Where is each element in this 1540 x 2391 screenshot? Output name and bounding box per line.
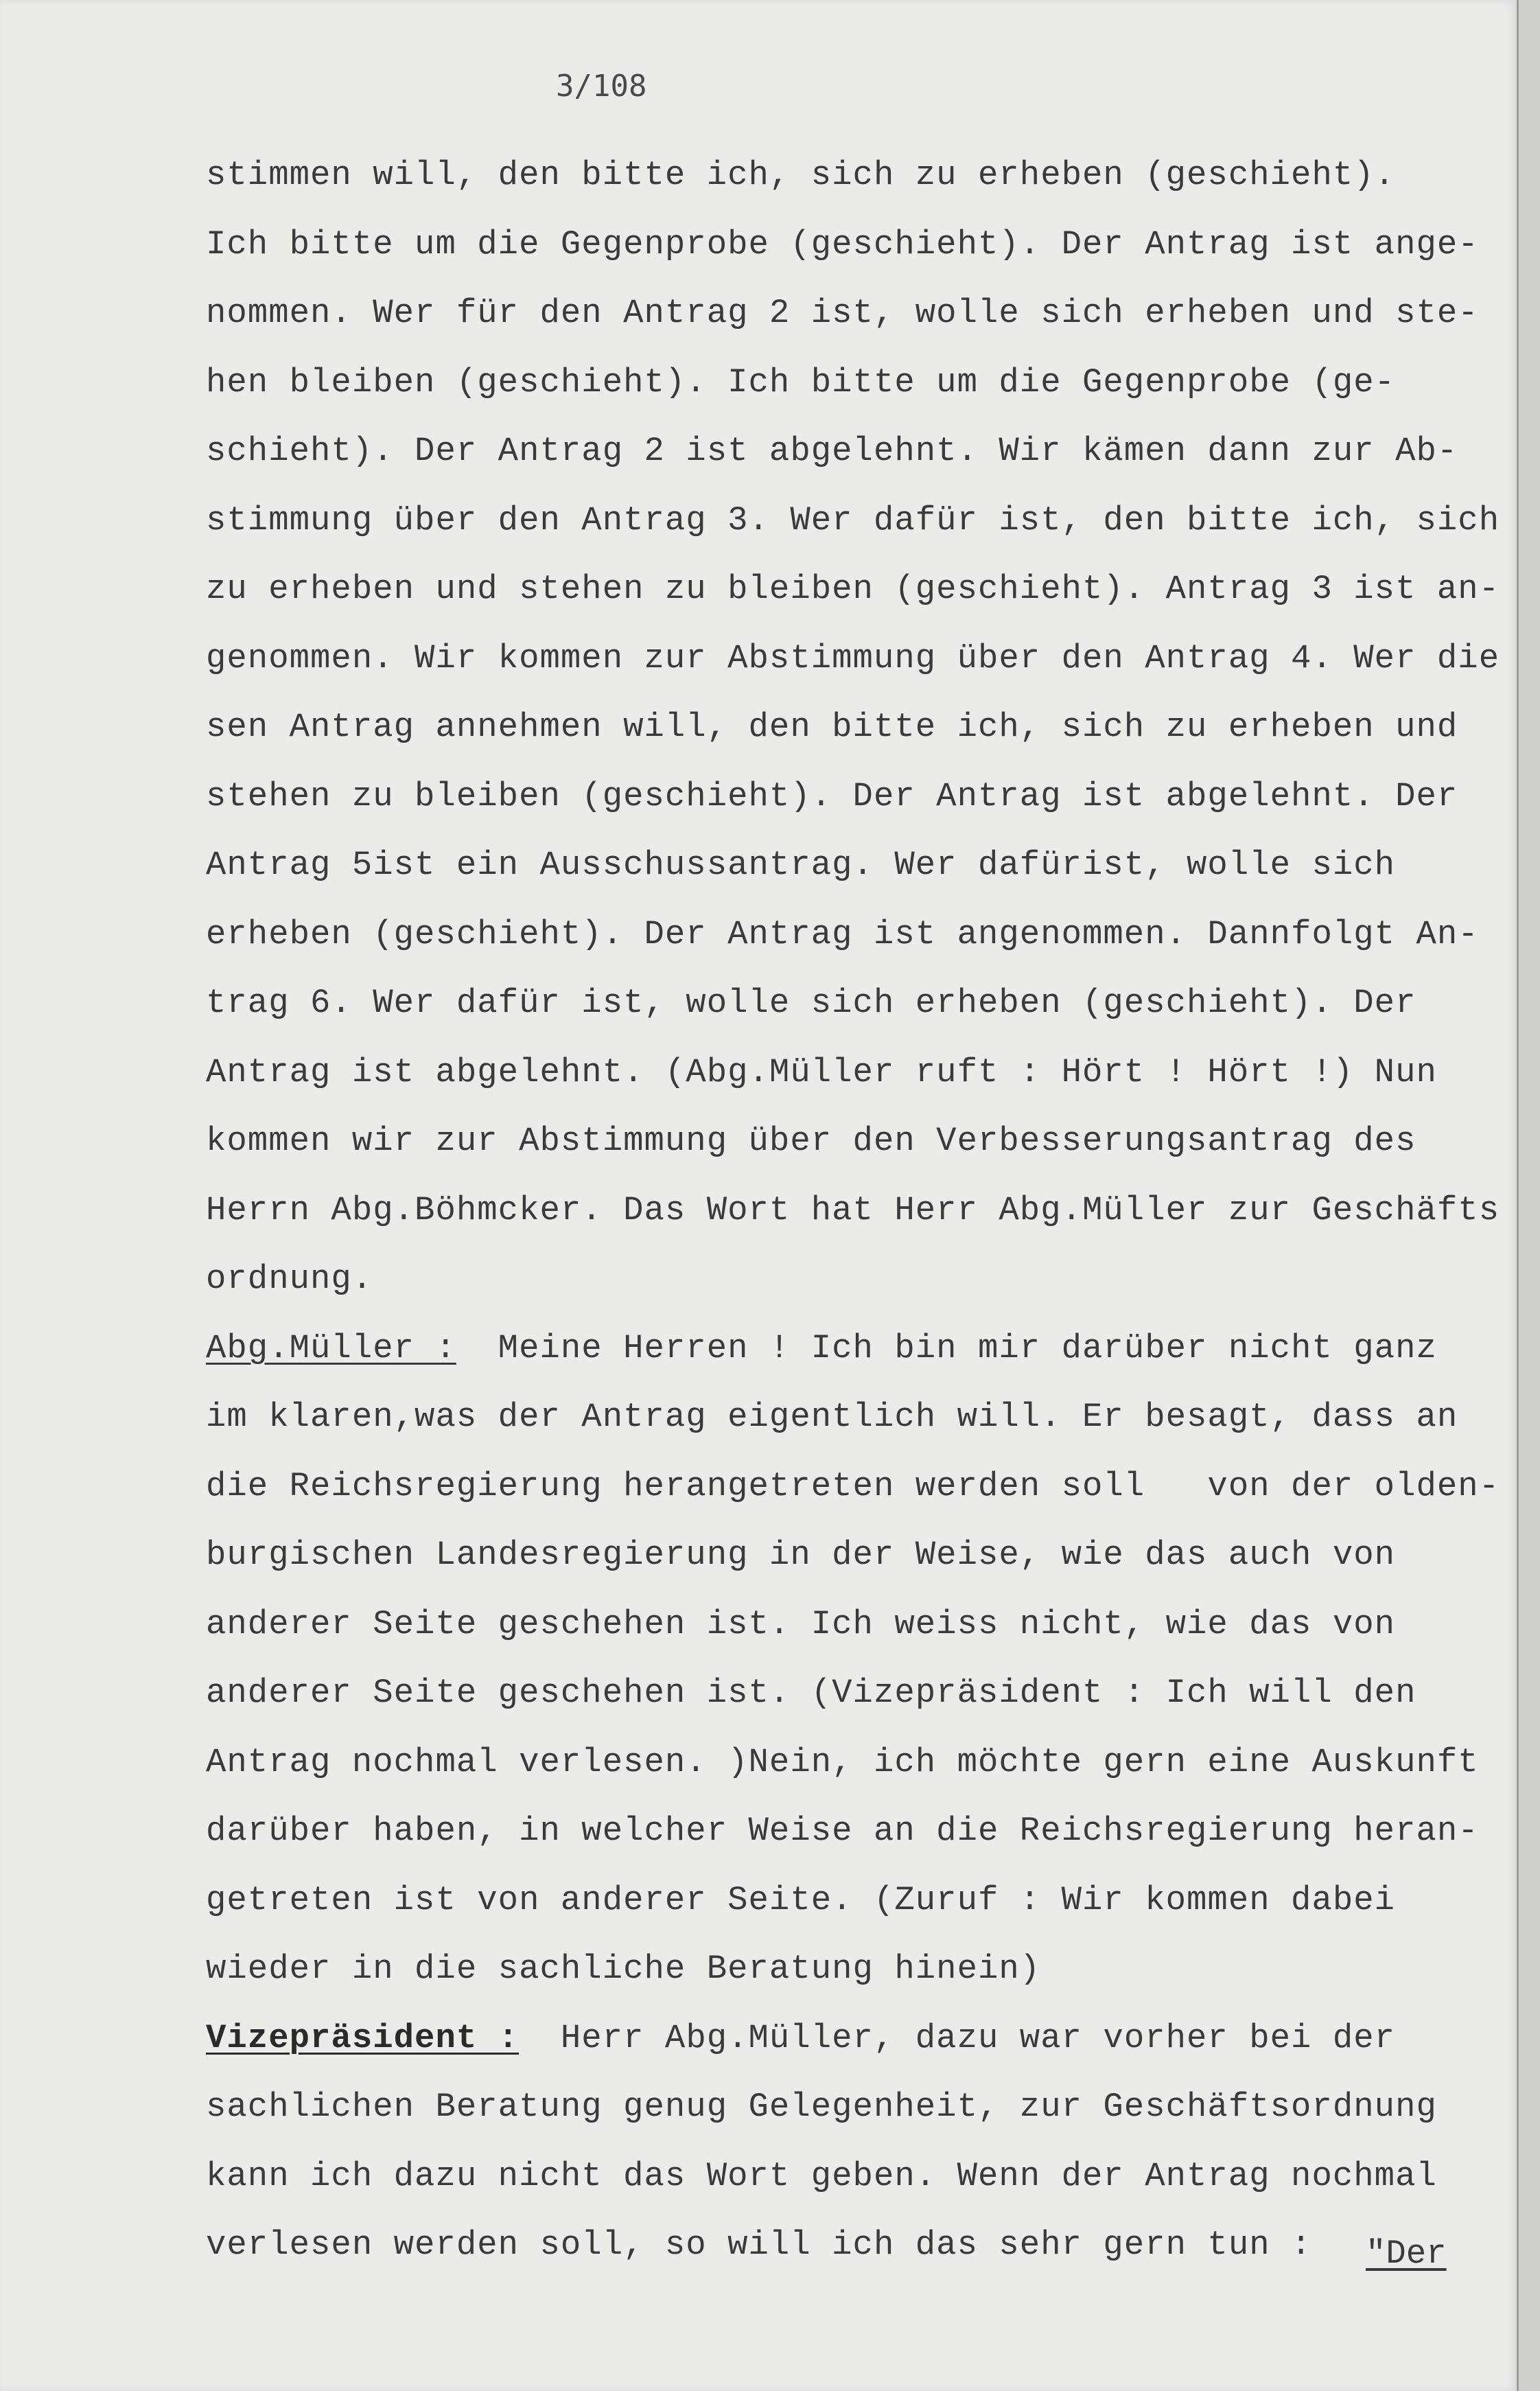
- text-line: Antrag ist abgelehnt. (Abg.Müller ruft : Hört ! Hört !) Nun: [206, 1052, 1437, 1091]
- text-line: burgischen Landesregierung in der Weise, wie das auch von: [206, 1536, 1396, 1574]
- text-line: Antrag nochmal verlesen. )Nein, ich möchte gern eine Auskunft: [206, 1742, 1479, 1781]
- text-line: wieder in die sachliche Beratung hinein): [206, 1950, 1041, 1988]
- text-line: Ich bitte um die Gegenprobe (geschieht). Der Antrag ist ange-: [206, 224, 1479, 264]
- text-line: schieht). Der Antrag 2 ist abgelehnt. Wir kämen dann zur Ab-: [206, 432, 1458, 470]
- text-line: anderer Seite geschehen ist. Ich weiss nicht, wie das von: [206, 1604, 1396, 1643]
- text-line: genommen. Wir kommen zur Abstimmung über den Antrag 4. Wer die: [206, 638, 1500, 678]
- page-edge: [1517, 0, 1540, 2391]
- text-line: zu erheben und stehen zu bleiben (geschieht). Antrag 3 ist an-: [206, 570, 1500, 608]
- speaker-name: Abg.Müller :: [206, 1328, 456, 1367]
- speech-text: Herr Abg.Müller, dazu war vorher bei der: [519, 2018, 1396, 2057]
- text-line: stimmung über den Antrag 3. Wer dafür ist, den bitte ich, sich: [206, 500, 1500, 540]
- text-line: kann ich dazu nicht das Wort geben. Wenn der Antrag nochmal: [206, 2156, 1437, 2195]
- text-line: kommen wir zur Abstimmung über den Verbesserungsantrag des: [206, 1122, 1416, 1160]
- text-line: darüber haben, in welcher Weise an die Reichsregierung heran-: [206, 1812, 1479, 1850]
- speech-start-line: [206, 1314, 1517, 1383]
- speech-start-line: [206, 2004, 1517, 2073]
- text-line: erheben (geschieht). Der Antrag ist angenommen. Dannfolgt An-: [206, 914, 1479, 954]
- text-line: im klaren,was der Antrag eigentlich will. Er besagt, dass an: [206, 1398, 1458, 1436]
- page-number: 3/108: [556, 69, 647, 104]
- speaker-name: Vizepräsident :: [206, 2018, 520, 2057]
- speech-text: Meine Herren ! Ich bin mir darüber nicht ganz: [456, 1328, 1437, 1367]
- document-body: [206, 141, 1517, 2280]
- text-line: stehen zu bleiben (geschieht). Der Antrag ist abgelehnt. Der: [206, 776, 1458, 816]
- text-line: sachlichen Beratung genug Gelegenheit, zur Geschäftsordnung: [206, 2088, 1437, 2126]
- text-line: Herrn Abg.Böhmcker. Das Wort hat Herr Abg.Müller zur Geschäfts: [206, 1190, 1500, 1229]
- text-line: verlesen werden soll, so will ich das sehr gern tun :: [206, 2226, 1312, 2264]
- text-line: die Reichsregierung herangetreten werden soll von der olden-: [206, 1466, 1500, 1505]
- text-line: hen bleiben (geschieht). Ich bitte um die Gegenprobe (ge-: [206, 362, 1396, 402]
- text-line: trag 6. Wer dafür ist, wolle sich erheben (geschieht). Der: [206, 984, 1416, 1022]
- text-line: nommen. Wer für den Antrag 2 ist, wolle sich erheben und ste-: [206, 294, 1479, 332]
- text-line: stimmen will, den bitte ich, sich zu erheben (geschieht).: [206, 156, 1396, 194]
- catchword: "Der: [1366, 2234, 1447, 2273]
- text-line: Antrag 5ist ein Ausschussantrag. Wer dafürist, wolle sich: [206, 846, 1396, 884]
- text-line: anderer Seite geschehen ist. (Vizepräsident : Ich will den: [206, 1674, 1416, 1712]
- text-line: ordnung.: [206, 1260, 373, 1298]
- text-line: sen Antrag annehmen will, den bitte ich, sich zu erheben und: [206, 708, 1458, 746]
- text-line: getreten ist von anderer Seite. (Zuruf : Wir kommen dabei: [206, 1880, 1396, 1919]
